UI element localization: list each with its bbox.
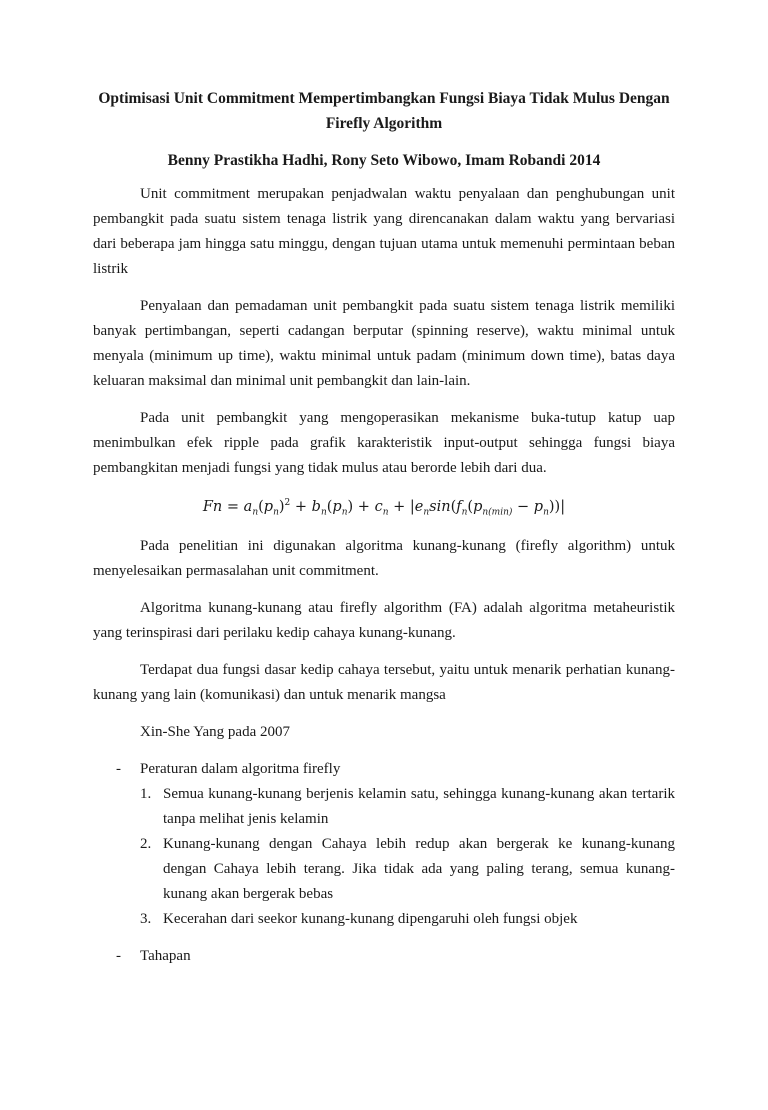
bullet-label: Peraturan dalam algoritma firefly: [140, 760, 341, 777]
paragraph-3: Pada unit pembangkit yang mengoperasikan mekanisme buka-tutup katup uap menimbulkan efek ripple pada grafik karakteristik input-output sehingga fungsi biaya pembangkitan menjadi fungsi yang tidak mulus atau berorde lebih dari dua.: [93, 410, 675, 476]
document-title: Optimisasi Unit Commitment Mempertimbangkan Fungsi Biaya Tidak Mulus Dengan Firefly Algorithm: [98, 90, 670, 132]
document-page: [0, 86, 768, 1110]
rules-list: [93, 782, 675, 932]
list-item: [93, 832, 675, 907]
list-text: Kecerahan dari seekor kunang-kunang dipengaruhi oleh fungsi objek: [163, 910, 578, 927]
list-item: [93, 907, 675, 932]
document-authors: Benny Prastikha Hadhi, Rony Seto Wibowo, Imam Robandi 2014: [167, 152, 601, 169]
paragraph-1: Unit commitment merupakan penjadwalan waktu penyalaan dan penghubungan unit pembangkit pada suatu sistem tenaga listrik yang direncanakan dalam waktu yang bervariasi dari beberapa jam hingga satu minggu, dengan tujuan utama untuk memenuhi permintaan beban listrik: [93, 186, 675, 277]
list-item: [93, 782, 675, 832]
paragraph-5: Algoritma kunang-kunang atau firefly algorithm (FA) adalah algoritma metaheuristik yang terinspirasi dari perilaku kedip cahaya kunang-kunang.: [93, 599, 675, 641]
paragraph-2: Penyalaan dan pemadaman unit pembangkit pada suatu sistem tenaga listrik memiliki banyak pertimbangan, seperti cadangan berputar (spinning reserve), waktu minimal untuk menyala (minimum up time), waktu minimal untuk padam (minimum down time), batas daya keluaran maksimal dan minimal unit pembangkit dan lain-lain.: [93, 298, 675, 389]
bullet-dash: -: [116, 760, 121, 777]
bullet-dash: -: [116, 947, 121, 964]
bullet-label: Tahapan: [140, 947, 191, 964]
reference-line: Xin-She Yang pada 2007: [140, 723, 290, 740]
list-number: 2.: [140, 835, 152, 852]
bullet-stages: [93, 944, 675, 969]
list-number: 3.: [140, 910, 152, 927]
cost-function-formula: $Fn = a_n(p_n)^2 + b_n(p_n) + c_n + |e_n\sin(f_n(p_{n(min)} - p_n))|$: [202, 498, 566, 518]
paragraph-6: Terdapat dua fungsi dasar kedip cahaya tersebut, yaitu untuk menarik perhatian kunang-kunang yang lain (komunikasi) dan untuk menarik mangsa: [93, 661, 675, 703]
list-number: 1.: [140, 785, 152, 802]
bullet-rules: [93, 757, 675, 782]
paragraph-4: Pada penelitian ini digunakan algoritma kunang-kunang (firefly algorithm) untuk menyelesaikan permasalahan unit commitment.: [93, 537, 675, 579]
list-text: Semua kunang-kunang berjenis kelamin satu, sehingga kunang-kunang akan tertarik tanpa melihat jenis kelamin: [163, 785, 675, 827]
list-text: Kunang-kunang dengan Cahaya lebih redup akan bergerak ke kunang-kunang dengan Cahaya lebih terang. Jika tidak ada yang paling terang, semua kunang-kunang akan bergerak bebas: [163, 835, 675, 902]
